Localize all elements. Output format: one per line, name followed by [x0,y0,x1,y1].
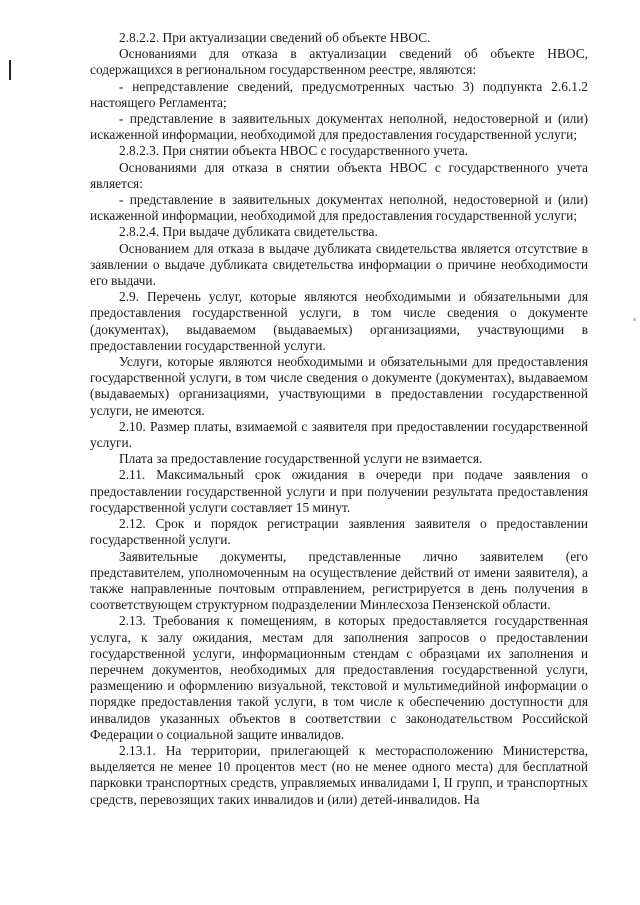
paragraph-services: Услуги, которые являются необходимыми и обязательными для предоставления государственной услуги, в том числе сведения о документе (документах), выдаваемом (выдаваемых) организациями, участвующими в предоставлении государственной услуги, не имеются. [90,354,588,418]
list-item: - представление в заявительных документах неполной, недостоверной и (или) искаженной информации, необходимой для предоставления государственной услуги; [90,111,588,143]
paragraph-grounds-duplicate: Основанием для отказа в выдаче дубликата свидетельства является отсутствие в заявлении о выдаче дубликата свидетельства информации о причине необходимости его выдачи. [90,240,588,289]
paragraph-grounds-update: Основаниями для отказа в актуализации сведений об объекте НВОС, содержащихся в региональном государственном реестре, являются: [90,46,588,78]
heading-2-8-2-2: 2.8.2.2. При актуализации сведений об объекте НВОС. [119,30,431,45]
section-2-11: 2.11. Максимальный срок ожидания в очереди при подаче заявления о предоставлении государственной услуги и при получении результата предоставления государственной услуги составляет 15 минут. [90,467,588,515]
heading-2-8-2-4: 2.8.2.4. При выдаче дубликата свидетельства. [119,224,378,240]
document-page [90,30,588,808]
paragraph-grounds-removal: Основаниями для отказа в снятии объекта НВОС с государственного учета является: [90,159,588,191]
paragraph-registration: Заявительные документы, представленные лично заявителем (его представителем, уполномоченным на осуществление действий от имени заявителя), а также направленные почтовым отправлением, регистрируется в день получения в соответствующем структурном подразделении Минлесхоза Пензенской области. [90,548,588,613]
scan-speck [633,318,636,321]
list-item: - представление в заявительных документах неполной, недостоверной и (или) искаженной информации, необходимой для предоставления государственной услуги; [90,192,588,224]
margin-scan-mark [9,60,11,80]
paragraph-fee: Плата за предоставление государственной услуги не взимается. [119,451,483,467]
section-2-9: 2.9. Перечень услуг, которые являются необходимыми и обязательными для предоставления государственной услуги, в том числе сведения о документе (документах), выдаваемом (выдаваемых) организациями, участвующими в предоставлении государственной услуги. [90,289,588,353]
section-2-13: 2.13. Требования к помещениям, в которых предоставляется государственная услуга, к залу ожидания, местам для заполнения запросов о предоставлении государственной услуги, информационным стендам с образцами их заполнения и перечнем документов, необходимых для предоставления государственной услуги, размещению и оформлению визуальной, текстовой и мультимедийной информации о порядке предоставления такой услуги, в том числе к обеспечению доступности для инвалидов указанных объектов в соответствии с законодательством Российской Федерации о социальной защите инвалидов. [90,613,588,742]
list-item: - непредставление сведений, предусмотренных частью 3) подпункта 2.6.1.2 настоящего Регламента; [90,78,588,110]
section-2-13-1: 2.13.1. На территории, прилегающей к месторасположению Министерства, выделяется не менее 10 процентов мест (но не менее одного места) для бесплатной парковки транспортных средств, управляемых инвалидами I, II групп, и транспортных средств, перевозящих таких инвалидов и (или) детей-инвалидов. На [90,742,588,807]
heading-2-8-2-3: 2.8.2.3. При снятии объекта НВОС с государственного учета. [119,143,469,159]
section-2-12: 2.12. Срок и порядок регистрации заявления заявителя о предоставлении государственной услуги. [90,516,588,548]
section-2-10: 2.10. Размер платы, взимаемой с заявителя при предоставлении государственной услуги. [90,418,588,451]
